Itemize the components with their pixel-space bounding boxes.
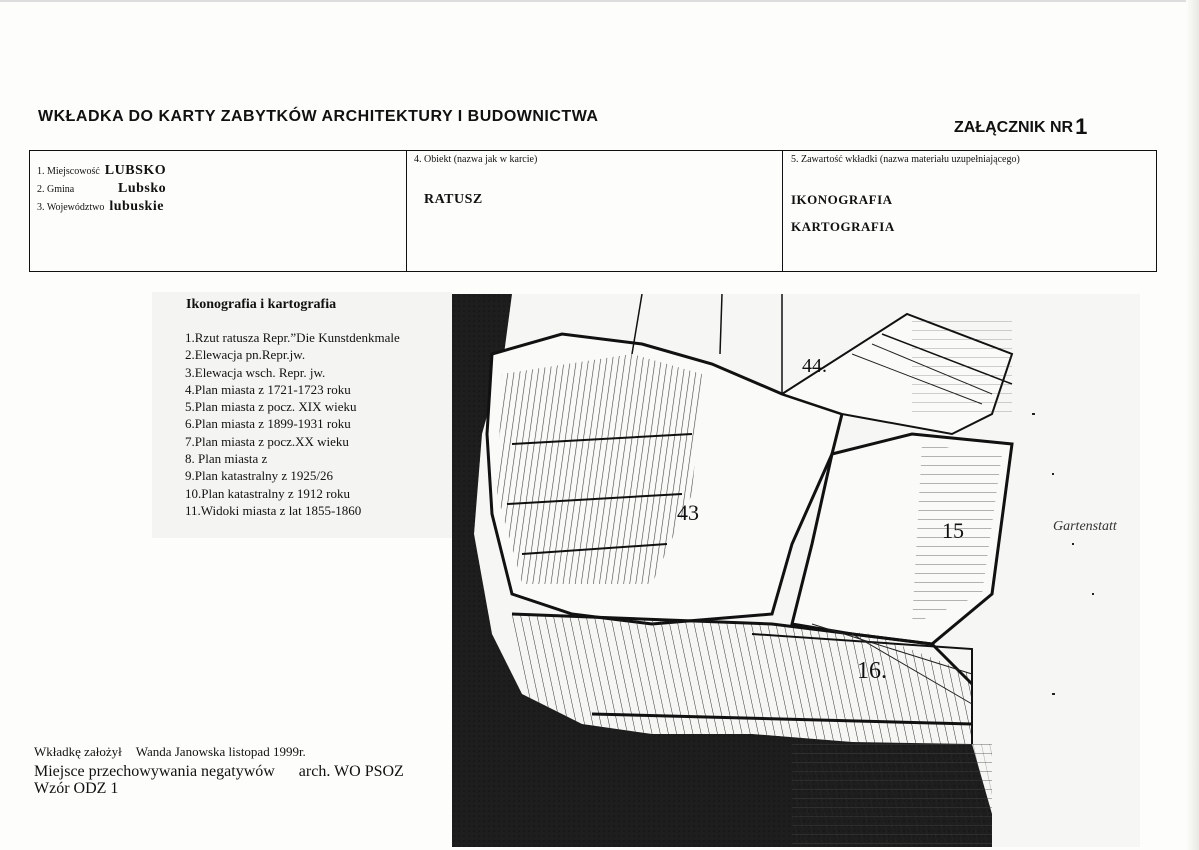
annex-label [954,112,1087,138]
author-label: Wkładkę założył [34,744,122,759]
list-item: 8. Plan miasta z [185,451,268,467]
annex-text: ZAŁĄCZNIK NR [954,119,1074,136]
storage-line [34,763,404,781]
list-item: 9.Plan katastralny z 1925/26 [185,468,334,484]
location-cell [30,151,407,271]
contents-label: 5. Zawartość wkładki (nazwa materiału uzupełniającego) [791,154,1020,165]
list-item: 7.Plan miasta z pocz.XX wieku [185,433,349,449]
document-title: WKŁADKA DO KARTY ZABYTKÓW ARCHITEKTURY I BUDOWNICTWA [38,108,599,125]
list-item: 1.Rzut ratusza Repr.”Die Kunstdenkmale [185,330,400,345]
list-item: 11.Widoki miasta z lat 1855-1860 [185,502,362,518]
annex-number: 1 [1075,114,1088,139]
object-label: 4. Obiekt (nazwa jak w karcie) [414,154,538,165]
list-title: Ikonografia i kartografia [186,297,337,312]
template-label: Wzór ODZ 1 [34,780,119,797]
scan-right-edge [1186,0,1199,850]
storage-label: Miejsce przechowywania negatywów [34,763,275,780]
list-item: 10.Plan katastralny z 1912 roku [185,485,350,501]
locality-row [37,163,166,179]
commune-label: 2. Gmina [37,184,75,195]
list-item: 6.Plan miasta z 1899-1931 roku [185,416,351,432]
scan-edge [0,0,1199,2]
contents-value: KARTOGRAFIA [791,219,895,234]
map-side-label: Gartenstatt [1053,519,1117,534]
contents-value: IKONOGRAFIA [791,192,893,207]
contents-cell [783,151,1156,271]
province-label: 3. Województwo [37,202,105,213]
map-label: 44. [802,355,827,377]
storage-value: arch. WO PSOZ [298,763,404,780]
info-table [29,150,1157,272]
author-line [34,744,306,760]
author-value: Wanda Janowska listopad 1999r. [135,744,306,759]
locality-label: 1. Miejscowość [37,166,100,177]
object-cell [407,151,783,271]
map-label: 15 [942,518,964,543]
cadastral-map [452,294,1140,847]
map-label: 16. [857,658,887,684]
list-item: 4.Plan miasta z 1721-1723 roku [185,381,351,397]
commune-value: Lubsko [118,181,167,196]
list-item: 2.Elewacja pn.Repr.jw. [185,347,306,363]
province-row [37,199,164,215]
list-item: 5.Plan miasta z pocz. XIX wieku [185,399,357,415]
map-label: 43 [677,500,699,525]
list-item: 3.Elewacja wsch. Repr. jw. [185,364,326,380]
province-value: lubuskie [109,199,164,214]
iconography-list-box [152,292,452,538]
commune-row [37,181,166,197]
locality-value: LUBSKO [104,163,167,178]
object-value: RATUSZ [424,192,483,207]
iconography-list [185,329,400,519]
